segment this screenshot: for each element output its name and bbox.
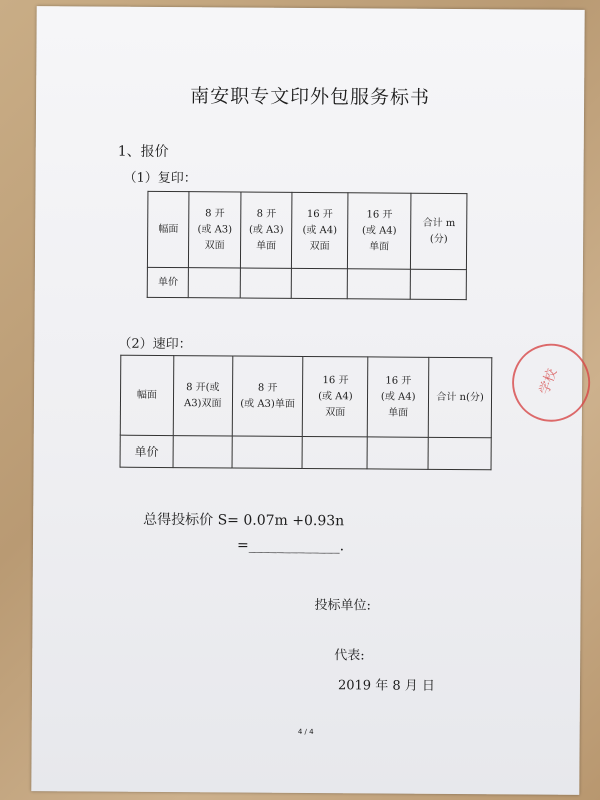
total-price-blank: =_____________. <box>236 537 345 555</box>
table-cell <box>347 269 411 299</box>
table-row <box>120 435 491 470</box>
date-line: 2019 年 8 月 日 <box>337 678 435 694</box>
table-cell <box>292 268 348 298</box>
table-cell: 16 开 (或 A4) 双面 <box>292 192 348 268</box>
table-cell <box>189 268 241 298</box>
table-cell: 幅面 <box>120 355 173 435</box>
table-cell <box>367 437 428 469</box>
table-cell: 16 开 (或 A4) 单面 <box>368 357 429 437</box>
table-cell: 单价 <box>120 435 173 467</box>
table-cell: 8 开 (或 A3) 双面 <box>189 192 241 268</box>
table-cell <box>303 436 368 468</box>
document-title: 南安职专文印外包服务标书 <box>190 85 431 109</box>
table-cell <box>232 436 303 468</box>
mimeograph-table <box>120 355 493 471</box>
table-cell <box>428 437 491 469</box>
official-seal-stamp <box>501 333 600 433</box>
page-number: 4 / 4 <box>297 727 314 737</box>
table-cell: 合计 n(分) <box>428 357 491 437</box>
table-cell <box>411 269 467 299</box>
table-cell: 8 开 (或 A3)单面 <box>232 356 303 436</box>
representative-label: 代表: <box>334 648 365 664</box>
subsection-photocopy: （1）复印： <box>123 170 197 187</box>
bidder-label: 投标单位: <box>314 598 372 614</box>
table-cell: 合计 m (分) <box>411 193 467 269</box>
table-cell: 16 开 (或 A4) 单面 <box>347 193 411 269</box>
table-header-row <box>147 191 467 269</box>
table-cell: 16 开 (或 A4) 双面 <box>303 356 368 436</box>
table-cell: 幅面 <box>147 191 189 267</box>
photocopy-table <box>147 191 468 300</box>
section-heading: 1、报价 <box>117 143 169 161</box>
table-cell: 8 开(或 A3)双面 <box>173 356 232 436</box>
table-cell <box>240 268 292 298</box>
table-header-row <box>120 355 492 438</box>
subsection-mimeograph: （2）速印： <box>118 336 192 353</box>
document-page <box>31 6 584 795</box>
stamp-text: 学校 <box>537 367 561 397</box>
total-price-formula: 总得投标价 S= 0.07m +0.93n <box>143 511 345 530</box>
table-row <box>147 267 466 299</box>
table-cell <box>173 436 232 468</box>
table-cell: 8 开 (或 A3) 单面 <box>240 192 292 268</box>
table-cell: 单价 <box>147 267 189 297</box>
